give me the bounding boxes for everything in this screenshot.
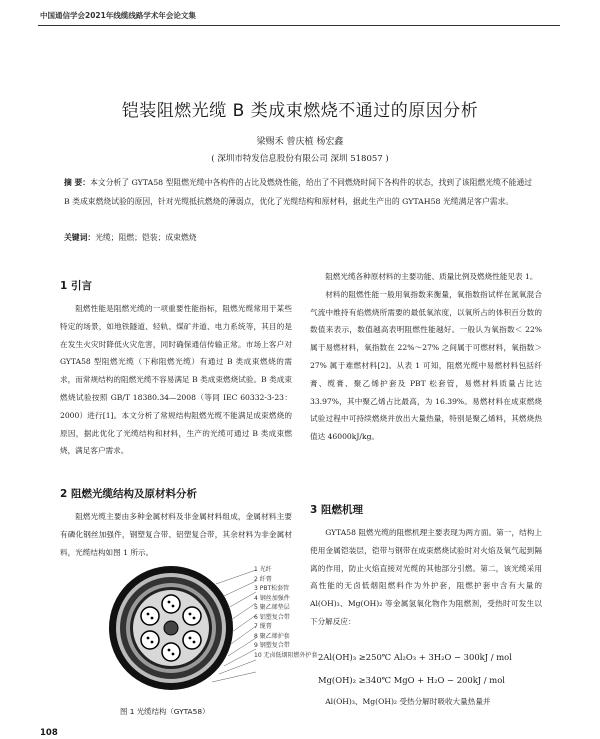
running-head: 中国通信学会2021年线缆线路学术年会论文集	[40, 11, 196, 20]
cable-cross-section-figure	[86, 562, 256, 692]
formula-2: Mg(OH)₂ ≥340℃ MgO + H₂O − 200kJ / mol	[318, 675, 505, 685]
keywords-text: 光缆；阻燃；铠装；成束燃烧	[95, 233, 197, 242]
steel-wire-strength-member	[164, 621, 178, 635]
column-2-paragraph: 材料的阻燃性能一般用氧指数来衡量，氧指数指试样在氮氧混合气流中维持有焰燃烧所需要的最低氧浓度，以氧所占的体积百分数的数值来表示，数值越高表明阻燃性能越好。一般认为氧指数＜ 22% 属于易燃材料，氧指数在 22%～27% 之间属于可燃材料，氧指数＞ 27% 属于难燃材料[2]。从表 1 可知，阻燃光缆中易燃材料包括纤膏、缆膏、聚乙烯护套及 PBT 松套管，易燃材料质量占比达 33.97%，其中聚乙烯占比最高，为 16.39%。易燃材料在成束燃烧试验过程中可持续燃烧并放出大量热量，特别是聚乙烯料，其燃烧热值达 46000kJ/kg。	[310, 289, 542, 442]
section-3-heading: 3 阻燃机理	[310, 504, 363, 516]
page-number: 108	[40, 728, 58, 738]
section-1-heading: 1 引言	[60, 280, 92, 292]
loose-tube	[162, 643, 180, 661]
section-3-last-line: Al(OH)₃、Mg(OH)₂ 受热分解时吸收大量热量并	[325, 697, 491, 706]
column-2-paragraph: 阻燃光缆各种原材料的主要功能、质量比例及燃烧性能见表 1。	[325, 272, 538, 281]
loose-tube	[162, 595, 180, 613]
loose-tube	[141, 607, 159, 625]
section-2-paragraph: 阻燃光缆主要由多种金属材料及非金属材料组成，金属材料主要有磷化钢丝加强件，钢塑复合带、铝塑复合带，其余材料为非金属材料，光缆结构如图 1 所示。	[60, 512, 292, 557]
section-2-heading: 2 阻燃光缆结构及原材料分析	[60, 488, 197, 500]
loose-tube	[141, 631, 159, 649]
formula-1: 2Al(OH)₃ ≥250℃ Al₂O₃ + 3H₂O − 300kJ / mol	[318, 652, 512, 662]
section-1-body	[60, 300, 292, 460]
figure-caption: 图 1 光缆结构（GYTA58）	[120, 707, 210, 716]
section-3-body	[310, 524, 542, 631]
keywords-label: 关键词：	[64, 233, 96, 242]
loose-tube	[183, 607, 201, 625]
header-rule	[38, 25, 560, 26]
affiliation: ( 深圳市特发信息股份有限公司 深圳 518057 )	[211, 154, 389, 164]
section-2-body	[60, 508, 292, 561]
legend-item: 1 光纤	[254, 566, 272, 573]
authors: 梁赐禾 曾庆植 杨宏鑫	[256, 137, 344, 147]
section-1-paragraph: 阻燃性能是阻燃光缆的一项重要性能指标，阻燃光缆常用于某些特定的场景，如地铁隧道、轻轨、煤矿井道、电力系统等，其目的是在发生火灾时降低火灾危害，同时确保通信传输正常。市场上客户对 GYTA58 型阻燃光缆（下称阻燃光缆）有通过 B 类成束燃烧的需求，而常规结构的阻燃光缆不容易满足 B 类成束燃烧试验。B 类成束燃烧试验按照 GB/T 18380.34—2008（等同 IEC 60332-3-23：2000）进行[1]。本文分析了常规结构阻燃光缆不能满足成束燃烧的原因，据此优化了光缆结构和材料，生产的光缆可通过 B 类成束燃烧，满足客户需求。	[60, 304, 292, 456]
section-3-paragraph: GYTA58 阻燃光缆的阻燃机理主要表现为两方面。第一，结构上使用金属铠装层，铠带与钢带在成束燃烧试验时对火焰及氧气起到隔离的作用，防止火焰直接对光缆的其他部分引燃。第二，该光缆采用高性能的无卤低烟阻燃料作为外护套，阻燃护套中含有大量的 Al(OH)₃、Mg(OH)₂ 等金属氢氧化物作为阻燃剂，受热时可发生以下分解反应：	[310, 528, 542, 626]
section-3-continued	[310, 693, 542, 711]
loose-tube	[183, 631, 201, 649]
legend-item: 8 聚乙烯护套	[254, 632, 290, 640]
figure-legend	[254, 565, 318, 660]
legend-item: 9 钢塑复合带	[254, 642, 290, 649]
keywords	[64, 232, 538, 243]
legend-item: 6 铝塑复合带	[254, 613, 290, 621]
paper-title: 铠装阻燃光缆 B 类成束燃烧不通过的原因分析	[121, 101, 479, 121]
legend-item: 5 聚乙烯垫层	[254, 604, 290, 611]
column-2-intro	[310, 268, 542, 446]
abstract	[64, 174, 538, 211]
legend-item: 3 PBT松套管	[254, 585, 290, 592]
legend-item: 2 纤膏	[254, 575, 272, 583]
legend-item: 7 缆膏	[254, 623, 272, 630]
legend-item: 4 钢丝加强件	[254, 594, 290, 602]
legend-item: 10 无卤低烟阻燃外护套	[254, 651, 318, 659]
abstract-text: 本文分析了 GYTA58 型阻燃光缆中各构件的占比及燃烧性能，给出了不同燃烧时间下各构件的状态，找到了该阻燃光缆不能通过 B 类成束燃烧试验的原因，针对光缆抵抗燃烧的薄弱点，优化了光缆结构和原材料，据此生产出的 GYTAH58 光缆满足客户需求。	[64, 178, 533, 206]
abstract-label: 摘 要：	[64, 178, 91, 187]
